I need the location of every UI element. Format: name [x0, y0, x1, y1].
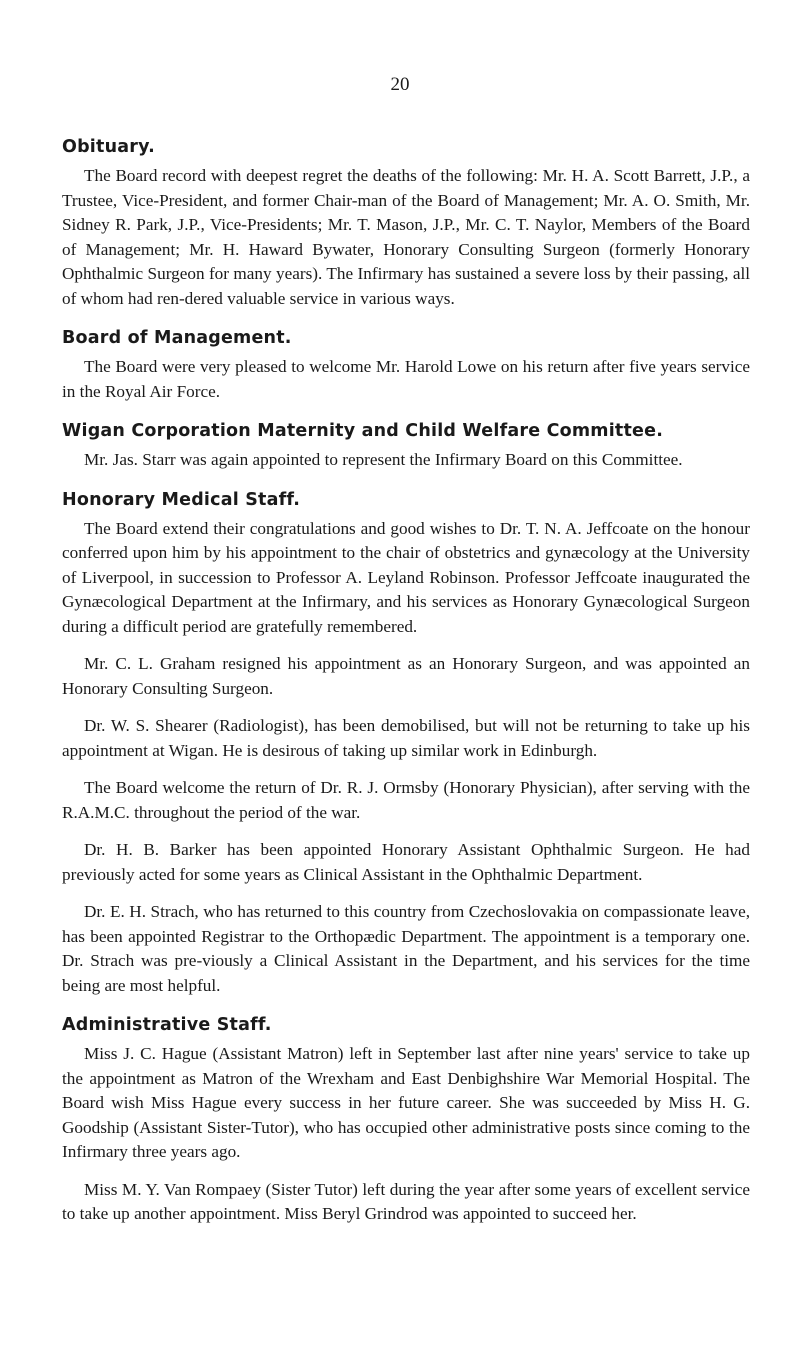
section-maternity-committee — [62, 420, 750, 473]
section-heading: Administrative Staff. — [62, 1015, 272, 1035]
section-obituary — [62, 136, 750, 311]
paragraph: The Board extend their congratulations and good wishes to Dr. T. N. A. Jeffcoate on the honour conferred upon him by his appointment to the chair of obstetrics and gynæcology at the University of Liverpool, in succession to Professor A. Leyland Robinson. Professor Jeffcoate inaugurated the Gynæcological Department at the Infirmary, and his services as Honorary Gynæcological Surgeon during a difficult period are gratefully remembered. — [62, 518, 750, 636]
paragraph: Mr. C. L. Graham resigned his appointment as an Honorary Surgeon, and was appointed an Honorary Consulting Surgeon. — [62, 654, 750, 698]
paragraph: Miss J. C. Hague (Assistant Matron) left in September last after nine years' service to take up the appointment as Matron of the Wrexham and East Denbighshire War Memorial Hospital. The Board wish Miss Hague every success in her future career. She was succeeded by Miss H. G. Goodship (Assistant Sister-Tutor), who has occupied other administrative posts since coming to the Infirmary three years ago. — [62, 1044, 750, 1161]
paragraph: The Board record with deepest regret the deaths of the following: Mr. H. A. Scott Barrett, J.P., a Trustee, Vice-President, and former Chair-man of the Board of Management; Mr. A. O. Smith, Mr. Sidney R. Park, J.P., Vice-Presidents; Mr. T. Mason, J.P., Mr. C. T. Naylor, Members of the Board of Management; Mr. H. Haward Bywater, Honorary Consulting Surgeon (formerly Honorary Ophthalmic Surgeon for many years). The Infirmary has sustained a severe loss by their passing, all of whom had ren-dered valuable service in various ways. — [62, 166, 750, 308]
paragraph: Dr. E. H. Strach, who has returned to this country from Czechoslovakia on compassionate leave, has been appointed Registrar to the Orthopædic Department. The appointment is a temporary one. Dr. Strach was pre-viously a Clinical Assistant in the Department, and his services for the time being are most helpful. — [62, 902, 750, 995]
section-heading: Board of Management. — [62, 328, 292, 348]
section-heading: Honorary Medical Staff. — [62, 489, 301, 510]
paragraph: The Board welcome the return of Dr. R. J. Ormsby (Honorary Physician), after serving with the R.A.M.C. throughout the period of the war. — [62, 778, 750, 822]
section-honorary-medical-staff — [62, 489, 750, 999]
paragraph: The Board were very pleased to welcome Mr. Harold Lowe on his return after five years service in the Royal Air Force. — [62, 357, 750, 401]
paragraph: Dr. W. S. Shearer (Radiologist), has been demobilised, but will not be returning to take up his appointment at Wigan. He is desirous of taking up similar work in Edinburgh. — [62, 716, 750, 760]
paragraph: Mr. Jas. Starr was again appointed to represent the Infirmary Board on this Committee. — [84, 450, 683, 469]
page-content — [62, 136, 750, 1243]
section-heading: Wigan Corporation Maternity and Child Welfare Committee. — [62, 421, 664, 441]
section-administrative-staff — [62, 1014, 750, 1227]
section-heading: Obituary. — [62, 137, 155, 157]
paragraph: Miss M. Y. Van Rompaey (Sister Tutor) left during the year after some years of excellent service to take up another appointment. Miss Beryl Grindrod was appointed to succeed her. — [62, 1179, 750, 1223]
page-number: 20 — [390, 74, 410, 95]
paragraph: Dr. H. B. Barker has been appointed Honorary Assistant Ophthalmic Surgeon. He had previously acted for some years as Clinical Assistant in the Ophthalmic Department. — [62, 840, 750, 884]
section-board-of-management — [62, 327, 750, 404]
